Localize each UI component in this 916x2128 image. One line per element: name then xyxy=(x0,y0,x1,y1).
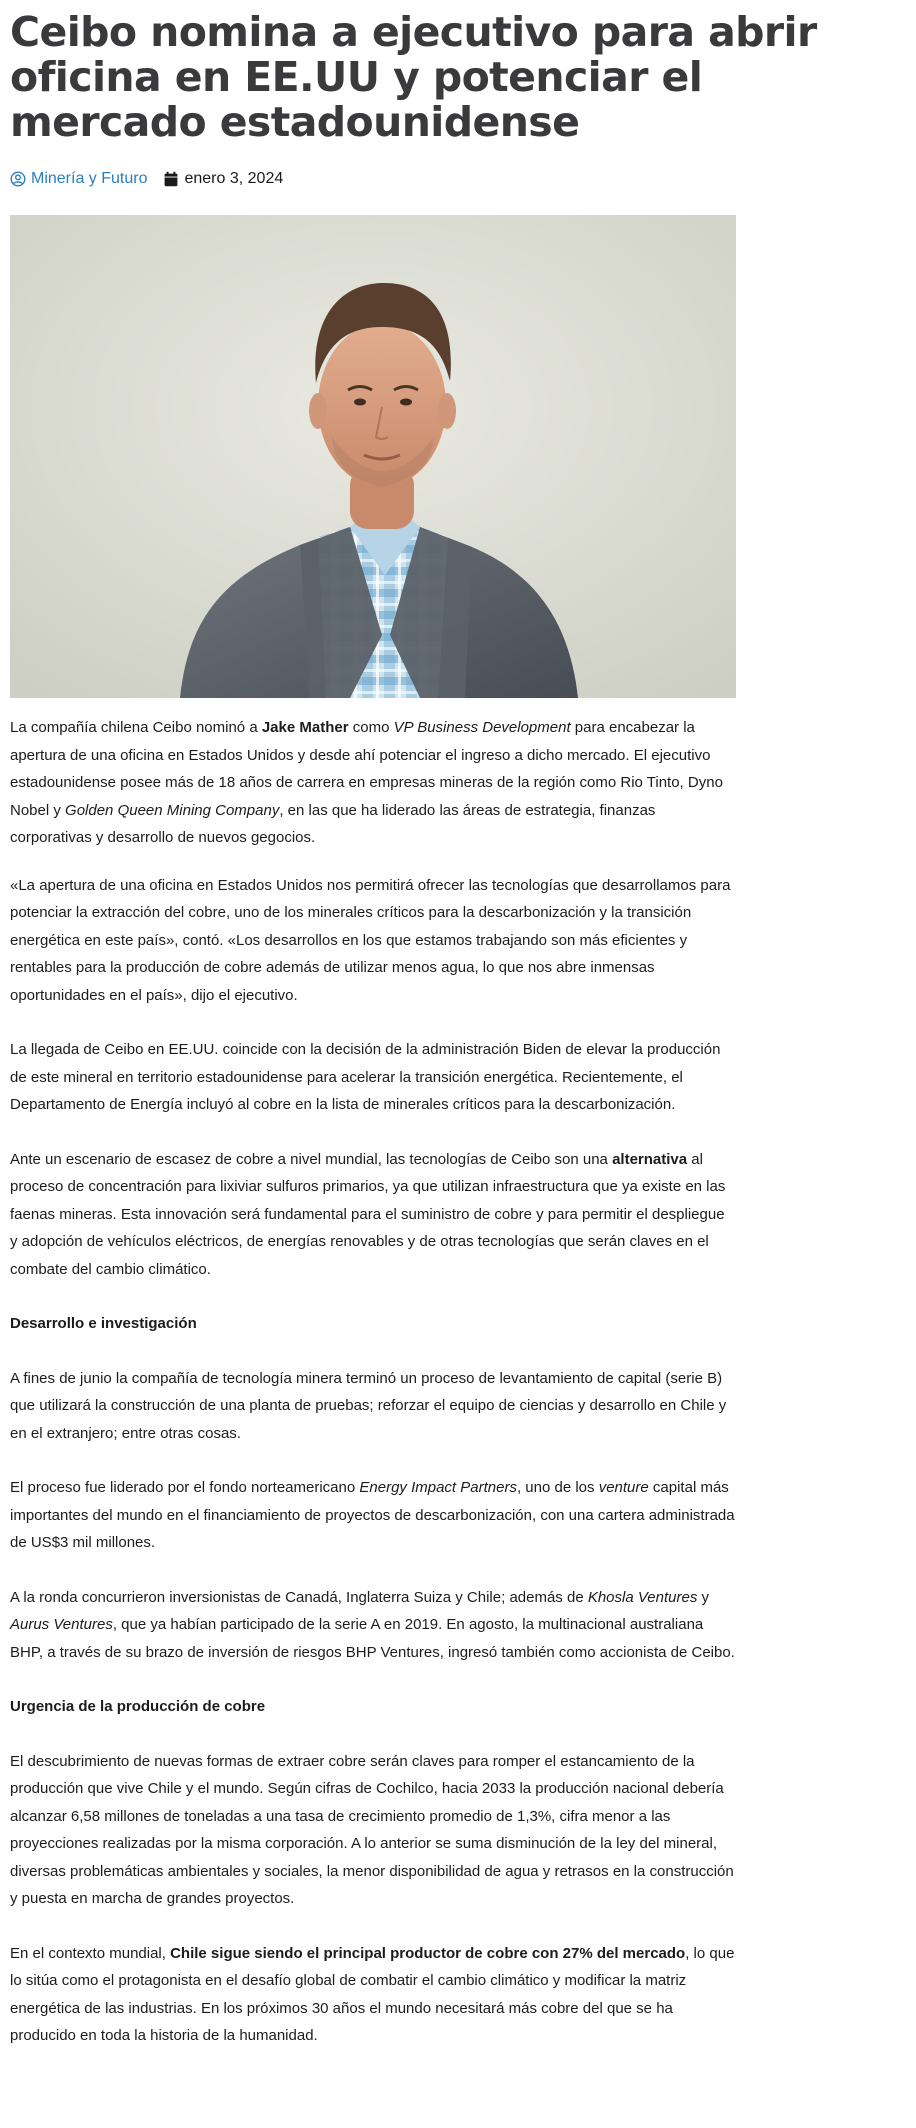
author-meta[interactable] xyxy=(10,170,147,188)
featured-image xyxy=(10,215,736,698)
spacer xyxy=(10,1009,736,1036)
spacer xyxy=(10,1666,736,1693)
publish-date: enero 3, 2024 xyxy=(184,170,284,187)
section-heading: Desarrollo e investigación xyxy=(10,1315,197,1332)
paragraph: A fines de junio la compañía de tecnología minera terminó un proceso de levantamiento de capital (serie B) que utilizará la construcción de una planta de pruebas; reforzar el equipo de ciencias y desarrollo en Chile y en el extranjero; entre otras cosas. xyxy=(10,1369,727,1442)
paragraph: Ante un escenario de escasez de cobre a nivel mundial, las tecnologías de Ceibo son una alternativa al proceso de concentración para lixiviar sulfuros primarios, ya que utilizan infraestructura que ya existe en las faenas mineras. Esta innovación será fundamental para el suministro de cobre y para permitir el despliegue y adopción de vehículos eléctricos, de energías renovables y de otras tecnologías que serán claves en el combate del cambio climático. xyxy=(10,1150,726,1278)
article xyxy=(0,10,916,2050)
paragraph: El descubrimiento de nuevas formas de extraer cobre serán claves para romper el estancamiento de la producción que vive Chile y el mundo. Según cifras de Cochilco, hacia 2033 la producción nacional debería alcanzar 6,58 millones de toneladas a una tasa de crecimiento promedio de 1,3%, cifra menor a las proyecciones realizadas por la misma corporación. A lo anterior se suma disminución de la ley del mineral, diversas problemáticas ambientales y sociales, la menor disponibilidad de agua y retrasos en la construcción y puesta en marcha de grandes proyectos. xyxy=(10,1752,734,1907)
spacer xyxy=(10,1283,736,1310)
author-link[interactable]: Minería y Futuro xyxy=(31,170,148,187)
date-meta xyxy=(163,170,283,188)
user-circle-icon xyxy=(10,171,26,187)
paragraph: A la ronda concurrieron inversionistas de Canadá, Inglaterra Suiza y Chile; además de Khosla Ventures y Aurus Ventures, que ya habían participado de la serie A en 2019. En agosto, la multinacional australiana BHP, a través de su brazo de inversión de riesgos BHP Ventures, ingresó también como accionista de Ceibo. xyxy=(10,1588,735,1661)
spacer xyxy=(10,1557,736,1584)
spacer xyxy=(10,1338,736,1365)
article-body xyxy=(10,714,736,2050)
spacer xyxy=(10,1721,736,1748)
paragraph: «La apertura de una oficina en Estados Unidos nos permitirá ofrecer las tecnologías que desarrollamos para potenciar la extracción del cobre, uno de los minerales críticos para la descarbonización y la transición energética en este país», contó. «Los desarrollos en los que estamos trabajando son más eficientes y rentables para la producción de cobre además de utilizar menos agua, lo que nos abre inmensas oportunidades en el país», dijo el ejecutivo. xyxy=(10,876,731,1004)
section-heading: Urgencia de la producción de cobre xyxy=(10,1698,266,1715)
spacer xyxy=(10,852,736,872)
calendar-icon xyxy=(163,171,179,187)
article-meta xyxy=(10,167,906,191)
paragraph: La compañía chilena Ceibo nominó a Jake Mather como VP Business Development para encabezar la apertura de una oficina en Estados Unidos y desde ahí potenciar el ingreso a dicho mercado. El ejecutivo estadounidense posee más de 18 años de carrera en empresas mineras de la región como Rio Tinto, Dyno Nobel y Golden Queen Mining Company, en las que ha liderado las áreas de estrategia, finanzas corporativas y desarrollo de nuevos gegocios. xyxy=(10,719,723,846)
paragraph: La llegada de Ceibo en EE.UU. coincide con la decisión de la administración Biden de elevar la producción de este mineral en territorio estadounidense para acelerar la transición energética. Recientemente, el Departamento de Energía incluyó al cobre en la lista de minerales críticos para la descarbonización. xyxy=(10,1041,721,1113)
spacer xyxy=(10,1913,736,1940)
paragraph: En el contexto mundial, Chile sigue siendo el principal productor de cobre con 27% del mercado, lo que lo sitúa como el protagonista en el desafío global de combatir el cambio climático y modificar la matriz energética de las industrias. En los próximos 30 años el mundo necesitará más cobre del que se ha producido en toda la historia de la humanidad. xyxy=(10,1944,735,2044)
person-name: Jake Mather xyxy=(261,719,349,736)
article-title: Ceibo nomina a ejecutivo para abrir oficina en EE.UU y potenciar el mercado estadounidense xyxy=(10,8,817,146)
paragraph: El proceso fue liderado por el fondo norteamericano Energy Impact Partners, uno de los venture capital más importantes del mundo en el financiamiento de proyectos de descarbonización, con una cartera administrada de US$3 mil millones. xyxy=(10,1479,735,1551)
spacer xyxy=(10,1447,736,1474)
spacer xyxy=(10,1119,736,1146)
